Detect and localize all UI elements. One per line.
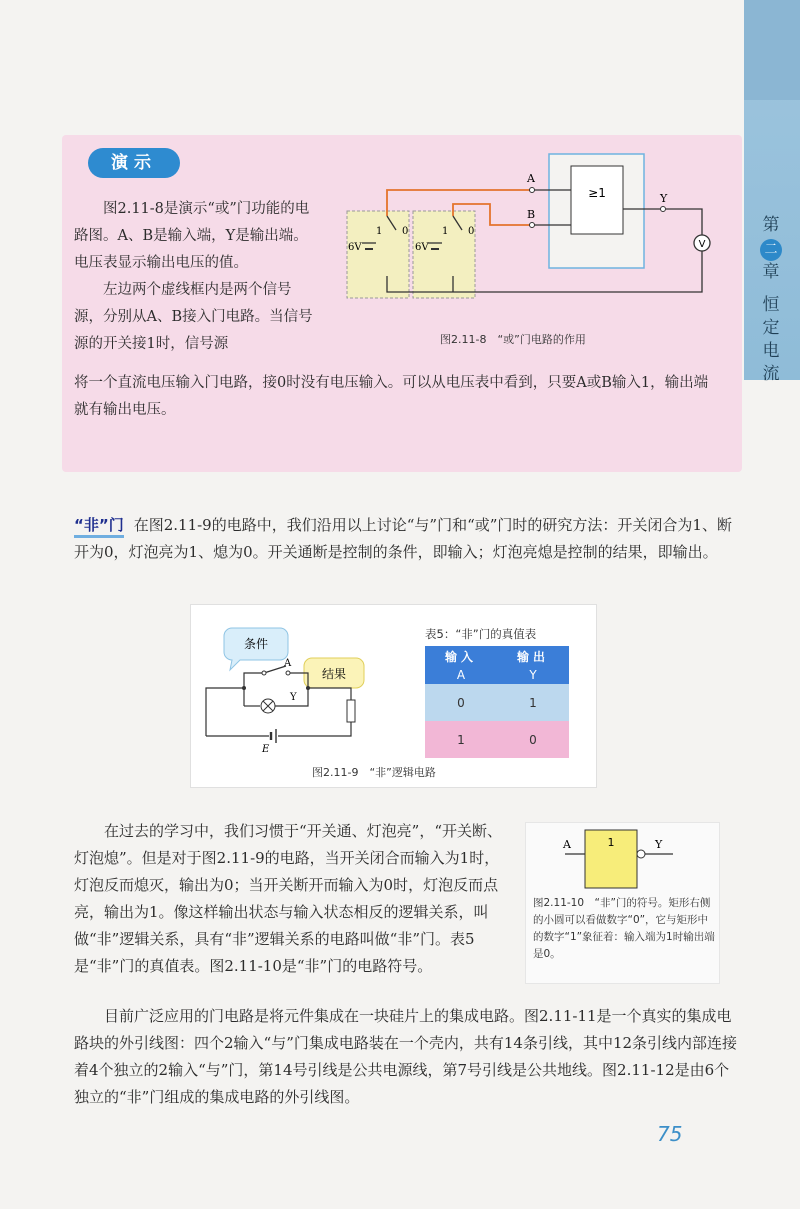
voltmeter-label: V <box>698 239 706 250</box>
output-y-label: Y <box>660 192 668 205</box>
demo-intro-text <box>74 196 319 358</box>
truth-table-caption: 表5：“非”门的真值表 <box>425 627 537 641</box>
truth-header-input: 输入 <box>425 646 497 666</box>
demo-label: 演示 <box>88 148 180 178</box>
input-a-label: A <box>527 172 535 185</box>
fig10-caption: 图2.11-10 “非”门的符号。矩形右侧的小圆可以看做数字“0”，它与矩形中的数字“1”象征着：输入端为1时输出端是0。 <box>533 897 715 960</box>
demo-intro-p2: 左边两个虚线框内是两个信号源，分别从A、B接入门电路。当信号源的开关接1时，信号源 <box>74 282 313 352</box>
input-b-label: B <box>527 208 536 221</box>
truth-cell: 0 <box>425 684 497 721</box>
fig8-caption: 图2.11-8 “或”门电路的作用 <box>440 333 586 346</box>
not-gate-intro <box>74 512 744 566</box>
demo-intro-p3: 将一个直流电压输入门电路，接0时没有电压输入。可以从电压表中看到，只要A或B输入1，输出端就有输出电压。 <box>74 375 709 418</box>
truth-cell: 0 <box>497 721 569 758</box>
past-learning-paragraph: 在过去的学习中，我们习惯于“开关通、灯泡亮”，“开关断、灯泡熄”。但是对于图2.11-9的电路，当开关闭合而输入为1时，灯泡反而熄灭，输出为0；当开关断开而输入为0时，灯泡反而点亮，输出为1。像这样输出状态与输入状态相反的逻辑关系，叫做“非”逻辑关系，具有“非”逻辑关系的电路叫做“非”门。表5是“非”门的真值表。图2.11-10是“非”门的电路符号。 <box>74 822 503 975</box>
page-number: 75 <box>657 1122 683 1146</box>
resistor-icon <box>347 700 355 722</box>
switch-a-0: 0 <box>402 226 409 237</box>
not-gate-paragraph: 在图2.11-9的电路中，我们沿用以上讨论“与”门和“或”门时的研究方法：开关闭合为1、断开为0，灯泡亮为1、熄为0。开关通断是控制的条件，即输入；灯泡亮熄是控制的结果，即输出。 <box>74 516 732 561</box>
switch-b-0: 0 <box>468 226 475 237</box>
fig9-a: A <box>284 658 292 669</box>
switch-b-1: 1 <box>442 226 449 237</box>
source-b-voltage: 6V <box>415 242 429 253</box>
fig10-a: A <box>563 838 571 851</box>
or-gate-box <box>571 166 623 234</box>
or-gate-label: ≥1 <box>588 186 606 200</box>
not-gate-symbol <box>555 826 705 892</box>
truth-subheader-a: A <box>425 666 497 684</box>
source-a-voltage: 6V <box>348 242 362 253</box>
ic-paragraph: 目前广泛应用的门电路是将元件集成在一块硅片上的集成电路。图2.11-11是一个真实的集成电路块的外引线图：四个2输入“与”门集成电路装在一个壳内，共有14条引线，其中12条引线内部连接着4个独立的2输入“与”门，第14号引线是公共电源线，第7号引线是公共地线。图2.11-12是由6个独立的“非”门组成的集成电路的外引线图。 <box>74 1007 738 1106</box>
truth-subheader-y: Y <box>497 666 569 684</box>
truth-header-output: 输出 <box>497 646 569 666</box>
condition-text: 条件 <box>243 637 269 651</box>
not-gate-label: 1 <box>607 836 615 849</box>
switch-a <box>264 666 286 673</box>
fig9-e: E <box>262 744 270 755</box>
not-logic-circuit <box>196 618 414 758</box>
chapter-title: 恒定电流 <box>762 295 780 384</box>
fig9-y: Y <box>290 692 297 703</box>
truth-cell: 1 <box>425 721 497 758</box>
truth-cell: 1 <box>497 684 569 721</box>
truth-table <box>425 646 569 758</box>
chapter-suffix: 章 <box>762 262 780 282</box>
switch-a-1: 1 <box>376 226 383 237</box>
or-gate-demo-circuit <box>340 148 730 308</box>
chapter-number: 二 <box>760 239 782 261</box>
demo-intro-p1: 图2.11-8是演示“或”门功能的电路图。A、B是输入端，Y是输出端。电压表显示输出电压的值。 <box>74 201 310 271</box>
signal-source-a-box <box>347 211 409 298</box>
chapter-side-label <box>756 214 786 386</box>
inversion-bubble <box>637 850 645 858</box>
result-text: 结果 <box>321 667 347 681</box>
signal-source-b-box <box>413 211 475 298</box>
fig9-caption: 图2.11-9 “非”逻辑电路 <box>312 766 436 779</box>
not-gate-keyword: “非”门 <box>74 516 124 538</box>
fig10-y: Y <box>655 838 663 851</box>
chapter-prefix: 第 <box>762 215 780 235</box>
